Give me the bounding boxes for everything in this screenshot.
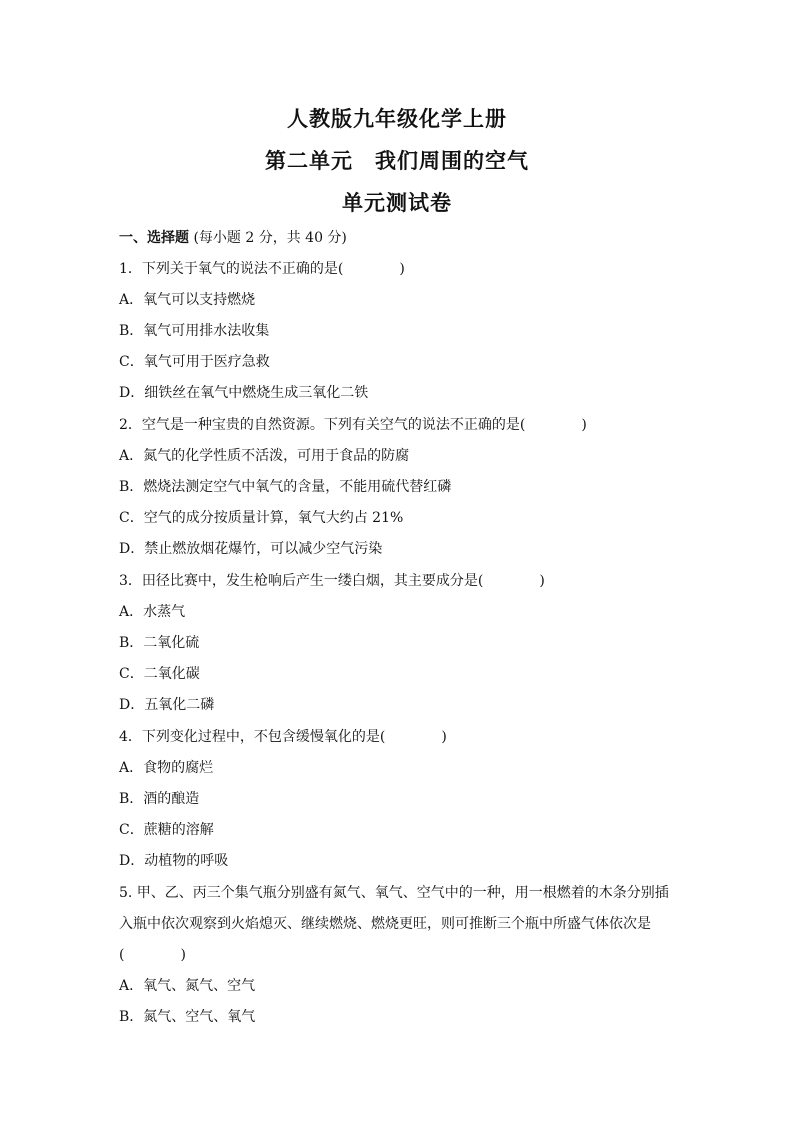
question-2-option-b: B．燃烧法测定空气中氧气的含量，不能用硫代替红磷 — [119, 479, 452, 495]
question-4-stem: 4．下列变化过程中，不包含缓慢氧化的是( ) — [119, 729, 447, 745]
section-note: (每小题 2 分，共 40 分) — [189, 230, 347, 246]
question-3-option-b: B．二氧化硫 — [119, 635, 200, 651]
question-5-stem-line2: 入瓶中依次观察到火焰熄灭、继续燃烧、燃烧更旺，则可推断三个瓶中所盛气体依次是 — [119, 916, 651, 932]
question-1-option-c: C．氧气可用于医疗急救 — [119, 354, 270, 370]
question-3-option-a: A．水蒸气 — [119, 604, 186, 620]
question-3-option-d: D．五氧化二磷 — [119, 697, 215, 713]
question-3-stem: 3．田径比赛中，发生枪响后产生一缕白烟，其主要成分是( ) — [119, 573, 545, 589]
question-5-stem-line3: ( ) — [119, 947, 186, 963]
question-2-option-c: C．空气的成分按质量计算，氧气大约占 21% — [119, 510, 404, 526]
question-5-option-a: A．氧气、氮气、空气 — [119, 978, 256, 994]
question-5-stem-line1: 5. 甲、乙、丙三个集气瓶分别盛有氮气、氧气、空气中的一种，用一根燃着的木条分别插 — [119, 885, 669, 901]
question-4-option-a: A．食物的腐烂 — [119, 760, 214, 776]
question-5-option-b: B．氮气、空气、氧气 — [119, 1009, 256, 1025]
question-1-option-d: D．细铁丝在氧气中燃烧生成三氧化二铁 — [119, 385, 369, 401]
section-label: 一、选择题 — [119, 230, 189, 246]
question-4-option-c: C．蔗糖的溶解 — [119, 822, 214, 838]
question-3-option-c: C．二氧化碳 — [119, 666, 200, 682]
question-2-option-d: D．禁止燃放烟花爆竹，可以减少空气污染 — [119, 541, 383, 557]
question-2-stem: 2．空气是一种宝贵的自然资源。下列有关空气的说法不正确的是( ) — [119, 417, 587, 433]
document-title: 人教版九年级化学上册 — [287, 106, 507, 131]
question-1-option-a: A．氧气可以支持燃烧 — [119, 292, 256, 308]
question-1-stem: 1．下列关于氧气的说法不正确的是( ) — [119, 261, 405, 277]
question-4-option-b: B．酒的酿造 — [119, 791, 200, 807]
section-heading — [119, 229, 347, 247]
test-title: 单元测试卷 — [342, 190, 452, 215]
question-1-option-b: B．氧气可用排水法收集 — [119, 323, 270, 339]
question-2-option-a: A．氮气的化学性质不活泼，可用于食品的防腐 — [119, 448, 410, 464]
unit-title: 第二单元 我们周围的空气 — [265, 148, 529, 173]
question-4-option-d: D．动植物的呼吸 — [119, 853, 229, 869]
